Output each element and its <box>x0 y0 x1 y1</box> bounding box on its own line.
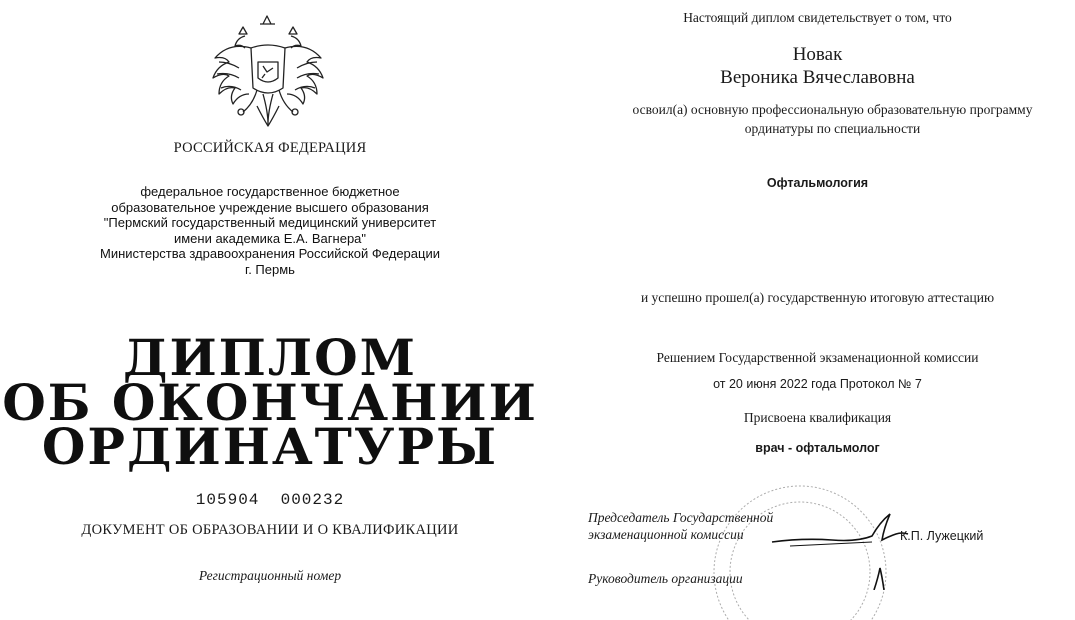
decision-date-protocol: от 20 июня 2022 года Протокол № 7 <box>713 377 922 391</box>
diploma-title-line-1: ДИПЛОМ <box>122 328 418 387</box>
commission-chair-label <box>588 509 773 543</box>
diploma-right-page <box>560 0 1075 585</box>
specialty: Офтальмология <box>766 176 869 190</box>
document-type: ДОКУМЕНТ ОБ ОБРАЗОВАНИИ И О КВАЛИФИКАЦИИ <box>81 522 459 538</box>
qualification-label: Присвоена квалификация <box>743 410 892 425</box>
institution-block <box>50 184 490 277</box>
institution-line: образовательное учреждение высшего образования <box>111 199 429 215</box>
commission-chair-name: К.П. Лужецкий <box>900 529 984 543</box>
serial-number: 105904 000232 <box>195 491 345 509</box>
head-signature-icon <box>860 560 900 590</box>
graduate-given-names: Вероника Вячеславовна <box>720 67 915 88</box>
program-statement <box>590 100 1075 138</box>
institution-line: Министерства здравоохранения Российской Федерации <box>100 246 440 261</box>
program-statement-line: ординатуры по специальности <box>744 121 921 136</box>
chair-label-line: экзаменационной комиссии <box>588 527 744 542</box>
registration-number-label: Регистрационный номер <box>198 568 342 583</box>
double-headed-eagle-emblem-icon <box>205 10 330 136</box>
institution-line: г. Пермь <box>245 261 295 277</box>
commission-decision: Решением Государственной экзаменационной комиссии <box>656 350 979 365</box>
chair-signature-icon <box>770 500 910 560</box>
attestation-statement: и успешно прошел(а) государственную итоговую аттестацию <box>640 290 995 305</box>
institution-line: "Пермский государственный медицинский университет <box>103 215 437 230</box>
country-heading: РОССИЙСКАЯ ФЕДЕРАЦИЯ <box>173 140 367 156</box>
diploma-title-line-2: ОБ ОКОНЧАНИИ <box>2 373 538 432</box>
organization-head-label: Руководитель организации <box>588 571 743 586</box>
institution-line: федеральное государственное бюджетное <box>140 184 400 199</box>
program-statement-line: освоил(а) основную профессиональную образовательную программу <box>632 102 1033 117</box>
certifies-statement: Настоящий диплом свидетельствует о том, что <box>683 10 952 25</box>
qualification-value: врач - офтальмолог <box>755 441 880 455</box>
chair-label-line: Председатель Государственной <box>588 510 774 525</box>
diploma-left-page <box>0 0 540 585</box>
graduate-surname: Новак <box>792 44 843 65</box>
institution-line: имени академика Е.А. Вагнера" <box>173 230 367 246</box>
diploma-title-line-3: ОРДИНАТУРЫ <box>41 417 499 476</box>
